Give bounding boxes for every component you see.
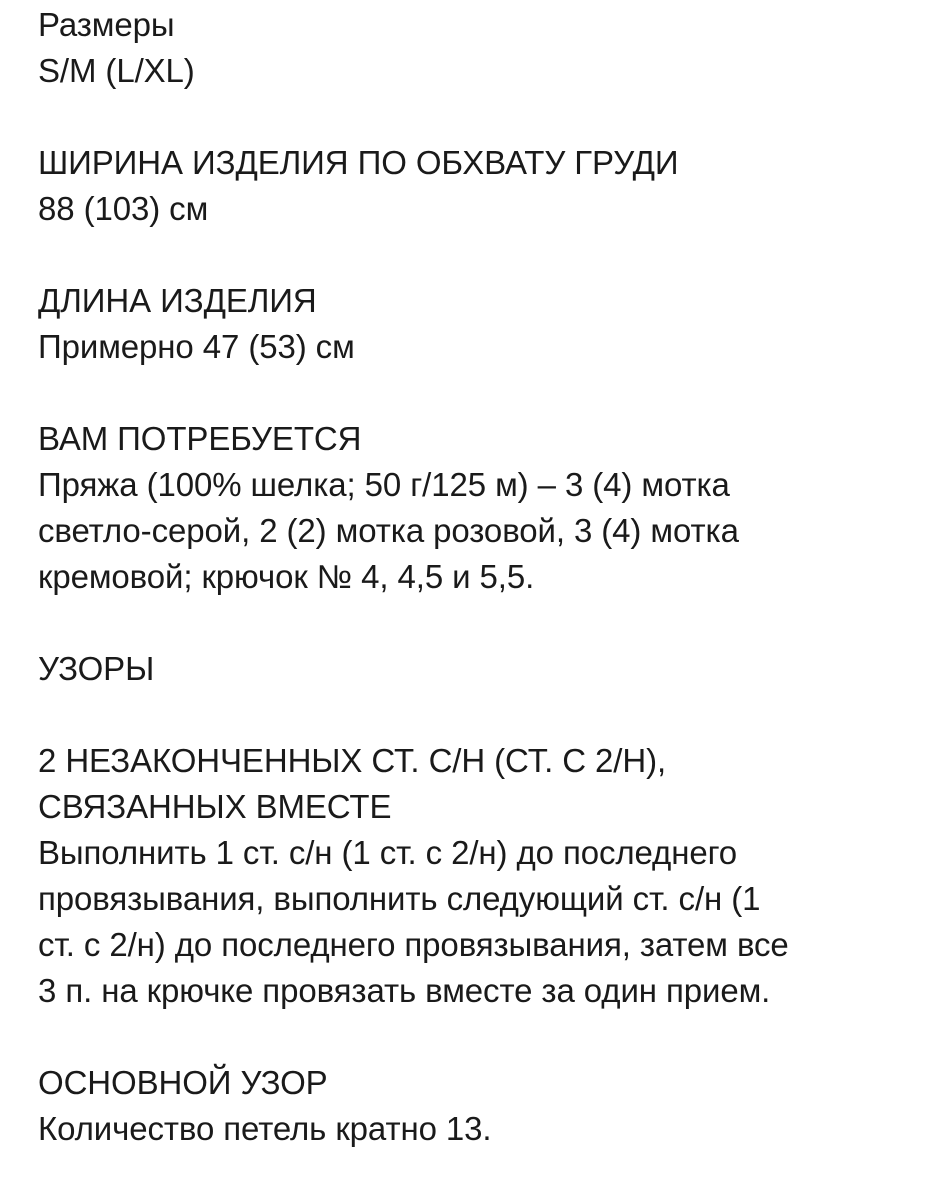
section-length [38,278,918,370]
section-text-line: Выполнить 1 ст. с/н (1 ст. с 2/н) до последнего [38,834,738,871]
section-main-pattern [38,1060,918,1152]
section-text-line: 88 (103) см [38,190,209,227]
section-materials [38,416,918,600]
section-text-line: Количество петель кратно 13. [38,1110,492,1147]
section-text-line: 3 п. на крючке провязать вместе за один прием. [38,972,771,1009]
section-text-line: ст. с 2/н) до последнего провязывания, затем все [38,926,789,963]
section-text-line: кремовой; крючок № 4, 4,5 и 5,5. [38,558,535,595]
section-text-line: СВЯЗАННЫХ ВМЕСТЕ [38,788,392,825]
section-heading: ВАМ ПОТРЕБУЕТСЯ [38,420,362,457]
section-heading: 2 НЕЗАКОНЧЕННЫХ СТ. С/Н (СТ. С 2/Н), [38,742,667,779]
section-heading: Размеры [38,6,175,43]
section-heading: ОСНОВНОЙ УЗОР [38,1064,328,1101]
section-chest-width [38,140,918,232]
section-text-line: S/M (L/XL) [38,52,195,89]
section-double-stitch [38,738,918,1014]
document-page [38,0,918,1152]
section-heading: ШИРИНА ИЗДЕЛИЯ ПО ОБХВАТУ ГРУДИ [38,144,679,181]
section-text-line: провязывания, выполнить следующий ст. с/н (1 [38,880,761,917]
section-heading: УЗОРЫ [38,650,155,687]
section-text-line: Пряжа (100% шелка; 50 г/125 м) – 3 (4) мотка [38,466,730,503]
section-text-line: светло-серой, 2 (2) мотка розовой, 3 (4) мотка [38,512,739,549]
section-sizes [38,2,918,94]
section-text-line: Примерно 47 (53) см [38,328,355,365]
section-patterns [38,646,918,692]
section-heading: ДЛИНА ИЗДЕЛИЯ [38,282,317,319]
